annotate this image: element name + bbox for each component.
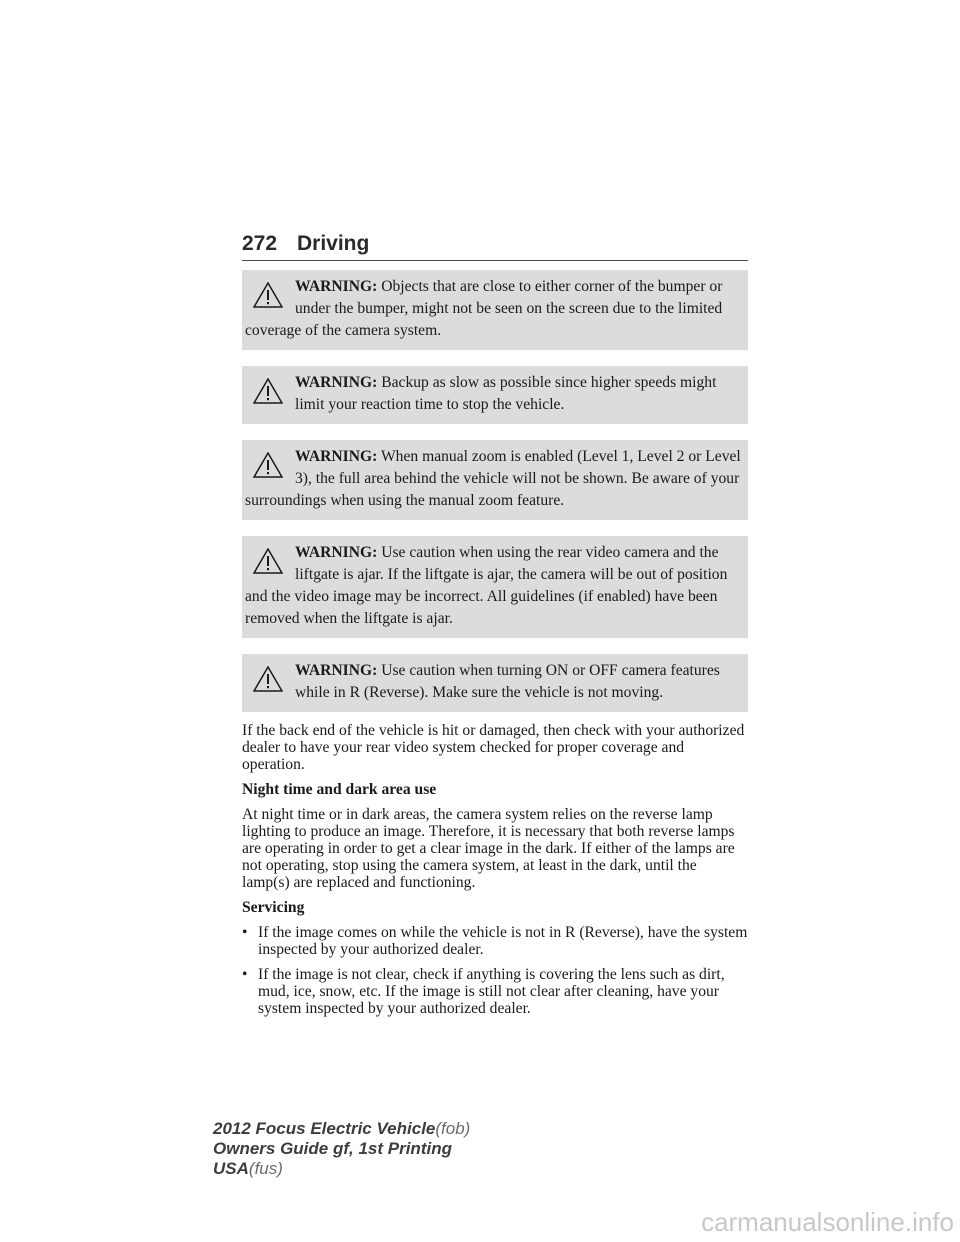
page-number: 272 xyxy=(242,232,278,255)
footer-code: (fus) xyxy=(248,1159,283,1178)
warning-text: Objects that are close to either corner of the bumper or under the bumper, might not be seen on the screen due to the limited coverage of the camera system. xyxy=(245,278,723,339)
night-paragraph: At night time or in dark areas, the camera system relies on the reverse lamp lighting to produce an image. Therefore, it is necessary that both reverse lamps are operating in order to get a clear image in the dark. If either of the lamps are not operating, stop using the camera system, at least in the dark, until the lamp(s) are replaced and functioning. xyxy=(242,806,735,891)
footer-line xyxy=(213,1139,470,1159)
list-item-text: If the image is not clear, check if anything is covering the lens such as dirt, mud, ice, snow, etc. If the image is still not clear after cleaning, have your system inspected by your authorized dealer. xyxy=(258,966,725,1017)
night-heading: Night time and dark area use xyxy=(242,781,437,798)
list-item-text: If the image comes on while the vehicle is not in R (Reverse), have the system inspected by your authorized dealer. xyxy=(258,924,748,958)
warning-box xyxy=(242,270,748,350)
warning-text: When manual zoom is enabled (Level 1, Level 2 or Level 3), the full area behind the vehicle will not be shown. Be aware of your surroundings when using the manual zoom feature. xyxy=(245,448,741,509)
warning-box xyxy=(242,366,748,424)
warning-text: Use caution when using the rear video camera and the liftgate is ajar. If the liftgate is ajar, the camera will be out of position and the video image may be incorrect. All guidelines (if enabled) have been removed when the liftgate is ajar. xyxy=(245,544,728,627)
warning-triangle-icon xyxy=(253,378,283,404)
bullet-icon: • xyxy=(242,966,248,983)
watermark: carmanualsonline.info xyxy=(701,1207,954,1237)
footer-line xyxy=(213,1159,470,1179)
page-header xyxy=(242,228,748,261)
list-item xyxy=(242,924,748,958)
warning-triangle-icon xyxy=(253,452,283,478)
footer-region: USA xyxy=(213,1159,249,1178)
bullet-icon: • xyxy=(242,924,248,941)
page-content xyxy=(242,270,748,1025)
warning-triangle-icon xyxy=(253,548,283,574)
warning-box xyxy=(242,654,748,712)
warning-label: WARNING: xyxy=(295,544,378,561)
section-title: Driving xyxy=(297,232,370,255)
document-footer xyxy=(213,1119,470,1179)
warning-text: Use caution when turning ON or OFF camera features while in R (Reverse). Make sure the vehicle is not moving. xyxy=(295,662,720,701)
damage-paragraph: If the back end of the vehicle is hit or damaged, then check with your authorized dealer to have your rear video system checked for proper coverage and operation. xyxy=(242,722,745,773)
warning-text: Backup as slow as possible since higher speeds might limit your reaction time to stop the vehicle. xyxy=(295,374,717,413)
list-item xyxy=(242,966,748,1017)
warning-label: WARNING: xyxy=(295,662,378,679)
warning-label: WARNING: xyxy=(295,278,378,295)
warning-box xyxy=(242,440,748,520)
warning-label: WARNING: xyxy=(295,448,378,465)
footer-code: (fob) xyxy=(435,1119,471,1138)
servicing-heading: Servicing xyxy=(242,899,305,916)
footer-title: 2012 Focus Electric Vehicle xyxy=(213,1119,436,1138)
warning-triangle-icon xyxy=(253,282,283,308)
warning-label: WARNING: xyxy=(295,374,378,391)
footer-printing: Owners Guide gf, 1st Printing xyxy=(213,1139,452,1158)
servicing-list xyxy=(242,924,748,1017)
footer-line xyxy=(213,1119,470,1139)
warning-triangle-icon xyxy=(253,666,283,692)
warning-box xyxy=(242,536,748,638)
